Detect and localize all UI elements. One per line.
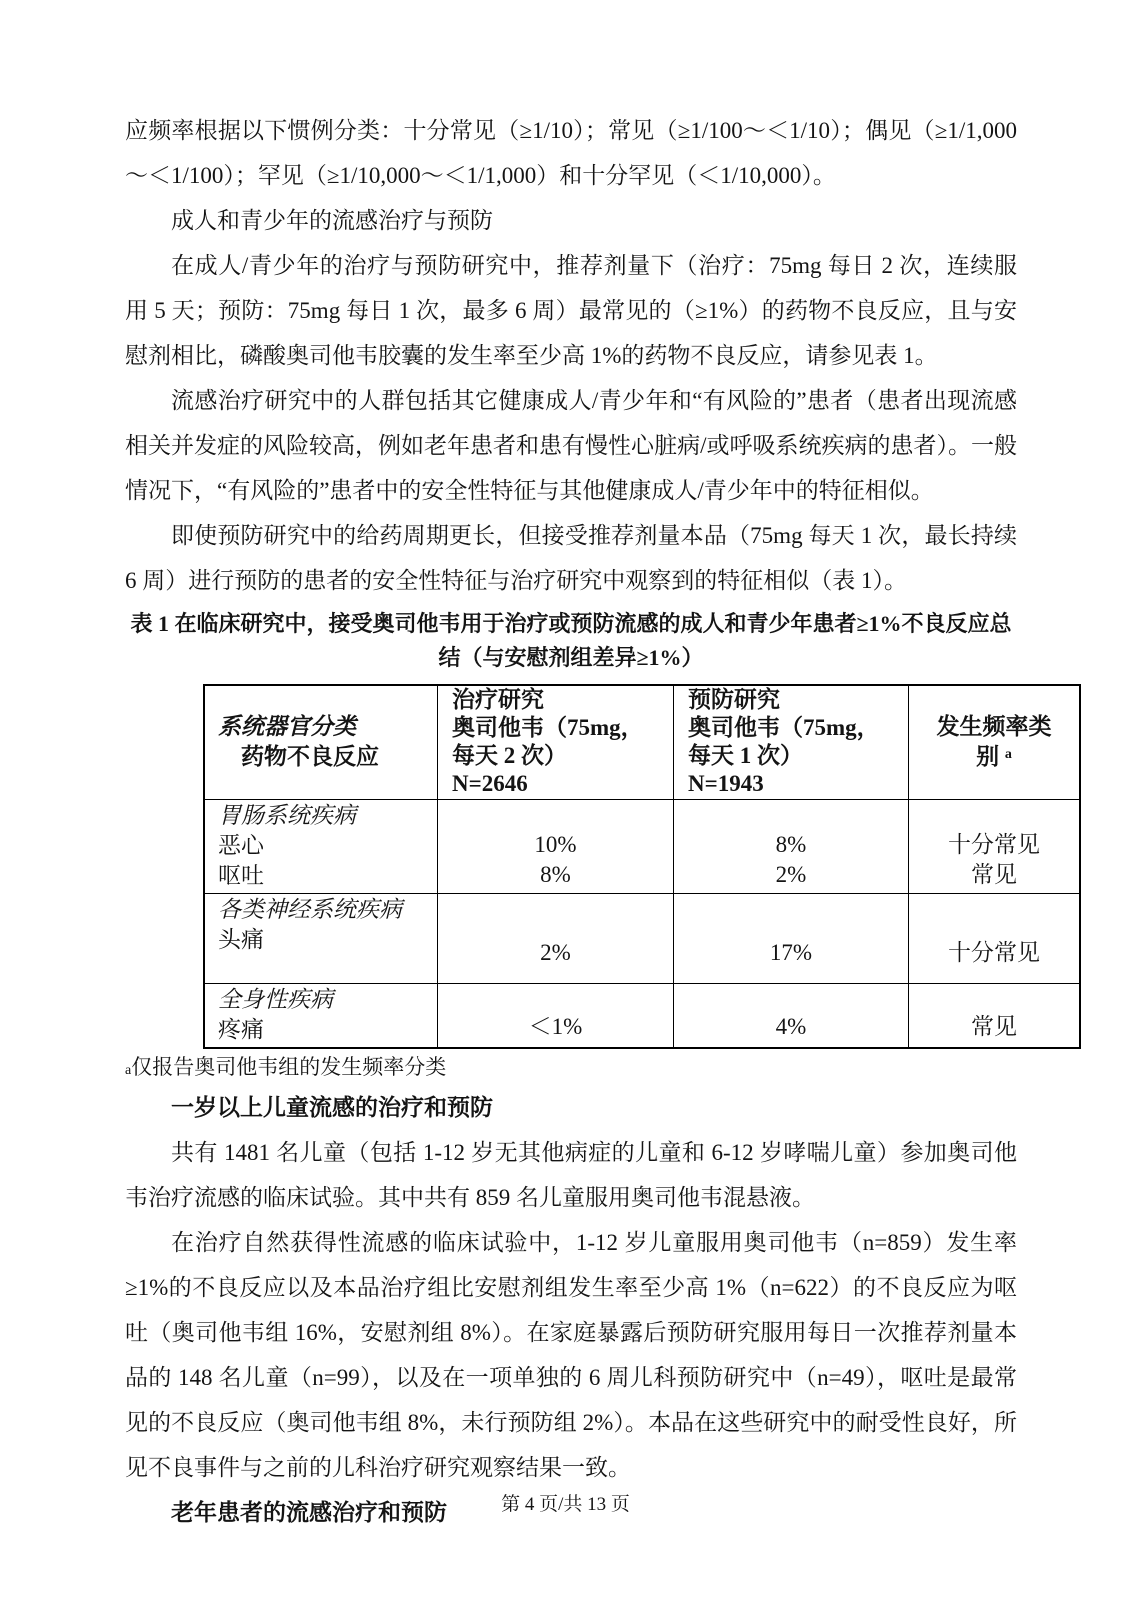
spacer (438, 984, 439, 1012)
table1-cell-gi-prevention (674, 799, 909, 893)
page-content (125, 108, 1052, 1535)
table1-footnote (125, 1053, 1017, 1085)
table1-header-treatment-n: N=2646 (452, 771, 528, 797)
table1-cell-general-treatment (438, 983, 674, 1048)
table1-reaction-vomiting: 呕吐 (218, 862, 264, 888)
table1-cell-gi-treatment (438, 799, 674, 893)
table1-row-gastrointestinal (204, 799, 1080, 893)
spacer (909, 984, 910, 1012)
table1-value-pain-prevention: 4% (775, 1013, 807, 1039)
table1-value-vomiting-treatment: 8% (540, 861, 571, 887)
table1-header-treatment-line3: 每天 2 次） (452, 743, 567, 769)
table1-header-row (204, 685, 1080, 799)
spacer (674, 894, 675, 938)
table1-footnote-marker: a (125, 1062, 132, 1078)
table1-caption: 表 1 在临床研究中，接受奥司他韦用于治疗或预防流感的成人和青少年患者≥1%不良反应总结（与安慰剂组差异≥1%） (130, 611, 1012, 670)
page-number: 第 4 页/共 13 页 (501, 1494, 630, 1515)
table1-reaction-headache: 头痛 (218, 926, 264, 952)
table1-adverse-reactions (203, 684, 1081, 1049)
table1-reaction-pain: 疼痛 (218, 1016, 264, 1042)
paragraph-children-results: 在治疗自然获得性流感的临床试验中，1-12 岁儿童服用奥司他韦（n=859）发生率≥1%的不良反应以及本品治疗组比安慰剂组发生率至少高 1%（n=622）的不良反应为呕吐（奥司他韦组 16%，安慰剂组 8%）。在家庭暴露后预防研究服用每日一次推荐剂量本品的 148 名儿童（n=99），以及在一项单独的 6 周儿科预防研究中（n=49），呕吐是最常见的不良反应（奥司他韦组 8%，未行预防组 2%）。本品在这些研究中的耐受性良好，所见不良事件与之前的儿科治疗研究观察结果一致。 (125, 1229, 1017, 1480)
table1-cell-ns-labels (204, 893, 438, 983)
table1-value-pain-treatment: ＜1% (528, 1013, 583, 1039)
table1-cell-gi-frequency (909, 799, 1081, 893)
table1-header-frequency (909, 685, 1081, 799)
table1-cell-ns-frequency (909, 893, 1081, 983)
table1-header-frequency-line2 (909, 741, 1079, 771)
table1-header-soc (204, 685, 438, 799)
paragraph-adult-study: 在成人/青少年的治疗与预防研究中，推荐剂量下（治疗：75mg 每日 2 次，连续服用 5 天；预防：75mg 每日 1 次，最多 6 周）最常见的（≥1%）的药物不良反应，且与安慰剂相比，磷酸奥司他韦胶囊的发生率至少高 1%的药物不良反应，请参见表 1。 (125, 253, 1017, 368)
table1-frequency-pain: 常见 (971, 1013, 1017, 1039)
table1-row-nervous-system (204, 893, 1080, 983)
table1-frequency-vomiting: 常见 (971, 861, 1017, 887)
table1-cell-general-prevention (674, 983, 909, 1048)
table1-value-nausea-prevention: 8% (775, 831, 807, 857)
table1-header-frequency-line2-text: 别 (976, 744, 1000, 770)
paragraph-frequency-convention: 应频率根据以下惯例分类：十分常见（≥1/10）；常见（≥1/100～＜1/10）；偶见（≥1/1,000～＜1/100）；罕见（≥1/10,000～＜1/1,000）和十分罕见（＜1/10,000）。 (125, 118, 1017, 188)
table1-cell-gi-labels (204, 799, 438, 893)
table1-header-prevention-n: N=1943 (688, 771, 764, 797)
spacer (438, 894, 439, 938)
table1-header-frequency-line1: 发生频率类 (936, 714, 1052, 740)
table1-category-gi: 胃肠系统疾病 (218, 802, 356, 828)
heading-elderly: 老年患者的流感治疗和预防 (171, 1499, 447, 1525)
paragraph-prevention-study: 即使预防研究中的给药周期更长，但接受推荐剂量本品（75mg 每天 1 次，最长持续 6 周）进行预防的患者的安全性特征与治疗研究中观察到的特征相似（表 1）。 (125, 523, 1017, 593)
table1-header-treatment (438, 685, 674, 799)
table1-reaction-nausea: 恶心 (218, 832, 264, 858)
table1-header-soc-line2: 药物不良反应 (241, 743, 379, 769)
paragraph-children-trials: 共有 1481 名儿童（包括 1-12 岁无其他病症的儿童和 6-12 岁哮喘儿童）参加奥司他韦治疗流感的临床试验。其中共有 859 名儿童服用奥司他韦混悬液。 (125, 1139, 1017, 1210)
table1-frequency-headache: 十分常见 (948, 939, 1040, 965)
table1-value-headache-treatment: 2% (540, 939, 571, 965)
subheading-adults-adolescents: 成人和青少年的流感治疗与预防 (171, 208, 493, 233)
spacer (674, 984, 675, 1012)
table1-header-prevention-line2: 奥司他韦（75mg， (688, 715, 880, 741)
table1-cell-ns-prevention (674, 893, 909, 983)
paragraph-treatment-population: 流感治疗研究中的人群包括其它健康成人/青少年和“有风险的”患者（患者出现流感相关并发症的风险较高，例如老年患者和患有慢性心脏病/或呼吸系统疾病的患者）。一般情况下，“有风险的”患者中的安全性特征与其他健康成人/青少年中的特征相似。 (125, 388, 1017, 503)
table1-header-treatment-line2: 奥司他韦（75mg， (452, 715, 644, 741)
spacer (909, 894, 910, 938)
table1-footnote-text: 仅报告奥司他韦组的发生频率分类 (131, 1054, 447, 1079)
spacer (438, 800, 439, 830)
spacer (674, 800, 675, 830)
table1-value-headache-prevention: 17% (769, 939, 813, 965)
table1-value-vomiting-prevention: 2% (775, 861, 807, 887)
table1-header-soc-line1: 系统器官分类 (218, 713, 356, 739)
table1-header-prevention (674, 685, 909, 799)
table1-header-footnote-mark: a (1004, 747, 1012, 763)
spacer (909, 800, 910, 830)
table1-row-general (204, 983, 1080, 1048)
table1-cell-ns-treatment (438, 893, 674, 983)
table1-category-general: 全身性疾病 (218, 986, 333, 1012)
table1-header-prevention-line3: 每天 1 次） (688, 743, 803, 769)
table1-category-nervous: 各类神经系统疾病 (218, 896, 402, 922)
heading-children: 一岁以上儿童流感的治疗和预防 (171, 1094, 493, 1120)
table1-header-treatment-line1: 治疗研究 (452, 687, 544, 713)
table1-frequency-nausea: 十分常见 (948, 831, 1040, 857)
table1-cell-general-labels (204, 983, 438, 1048)
table1-header-prevention-line1: 预防研究 (688, 687, 780, 713)
table1-cell-general-frequency (909, 983, 1081, 1048)
table1-value-nausea-treatment: 10% (534, 831, 577, 857)
